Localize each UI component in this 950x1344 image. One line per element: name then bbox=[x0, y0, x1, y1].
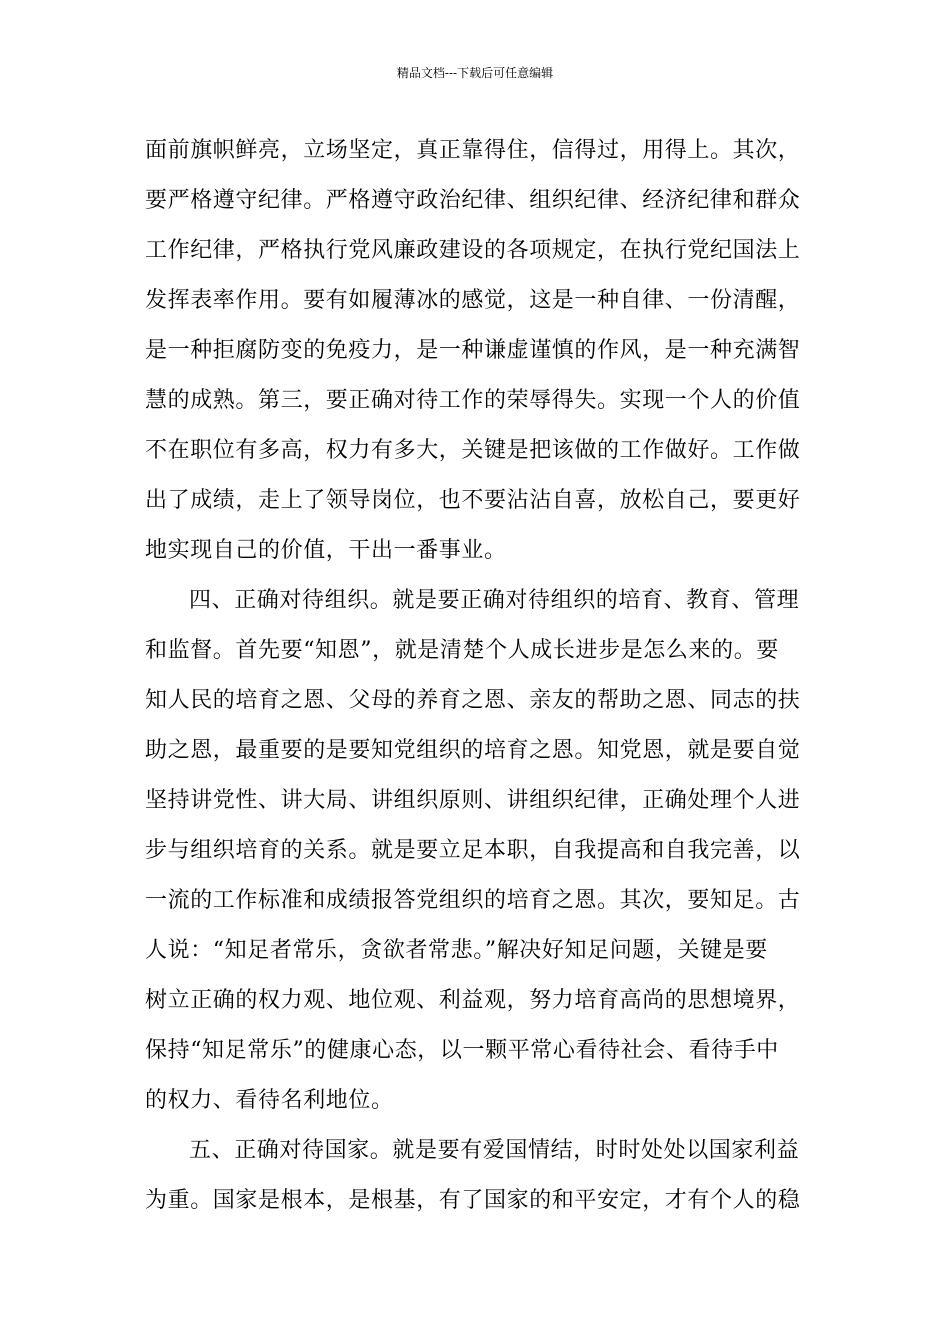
text-line: 的权力、看待名利地位。 bbox=[145, 1088, 394, 1113]
text-line: 知人民的培育之恩、父母的养育之恩、亲友的帮助之恩、同志的扶 bbox=[145, 688, 801, 713]
text-line: 保持“知足常乐”的健康心态，以一颗平常心看待社会、看待手中 bbox=[145, 1038, 779, 1063]
page-header: 精品文档---下载后可任意编辑 bbox=[396, 66, 554, 80]
text-line: 和监督。首先要“知恩”，就是清楚个人成长进步是怎么来的。要 bbox=[145, 638, 779, 663]
text-line: 树立正确的权力观、地位观、利益观，努力培育高尚的思想境界， bbox=[145, 988, 801, 1013]
text-line: 步与组织培育的关系。就是要立足本职，自我提高和自我完善，以 bbox=[145, 838, 801, 863]
text-line: 地实现自己的价值，干出一番事业。 bbox=[145, 538, 507, 563]
text-line: 出了成绩，走上了领导岗位，也不要沾沾自喜，放松自己，要更好 bbox=[145, 488, 801, 513]
text-line: 要严格遵守纪律。严格遵守政治纪律、组织纪律、经济纪律和群众 bbox=[145, 188, 801, 213]
text-line: 面前旗帜鲜亮，立场坚定，真正靠得住，信得过，用得上。其次， bbox=[145, 138, 801, 163]
text-line: 工作纪律，严格执行党风廉政建设的各项规定，在执行党纪国法上 bbox=[145, 238, 801, 263]
paragraph-first-line: 四、正确对待组织。就是要正确对待组织的培育、教育、管理 bbox=[189, 588, 800, 613]
text-line: 助之恩，最重要的是要知党组织的培育之恩。知党恩，就是要自觉 bbox=[145, 738, 801, 763]
paragraph-first-line: 五、正确对待国家。就是要有爱国情结，时时处处以国家利益 bbox=[189, 1138, 800, 1163]
text-line: 人说：“知足者常乐，贪欲者常悲。”解决好知足问题，关键是要 bbox=[145, 938, 768, 963]
text-line: 为重。国家是根本，是根基，有了国家的和平安定，才有个人的稳 bbox=[145, 1188, 801, 1213]
text-line: 一流的工作标准和成绩报答党组织的培育之恩。其次，要知足。古 bbox=[145, 888, 801, 913]
text-line: 是一种拒腐防变的免疫力，是一种谦虚谨慎的作风，是一种充满智 bbox=[145, 338, 801, 363]
text-line: 不在职位有多高，权力有多大，关键是把该做的工作做好。工作做 bbox=[145, 438, 801, 463]
text-line: 慧的成熟。第三，要正确对待工作的荣辱得失。实现一个人的价值 bbox=[145, 388, 801, 413]
text-line: 发挥表率作用。要有如履薄冰的感觉，这是一种自律、一份清醒， bbox=[145, 288, 801, 313]
text-line: 坚持讲党性、讲大局、讲组织原则、讲组织纪律，正确处理个人进 bbox=[145, 788, 801, 813]
